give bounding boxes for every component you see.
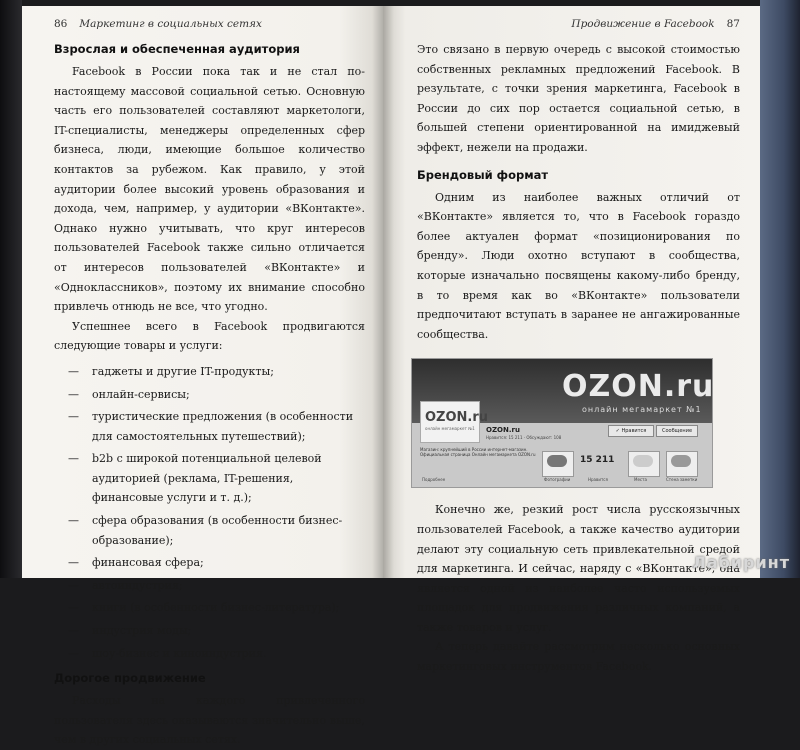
products-list bbox=[54, 362, 365, 663]
book-right-edge bbox=[760, 0, 800, 578]
figure-banner-tagline: онлайн мегамаркет №1 bbox=[582, 405, 702, 415]
book-left-edge bbox=[0, 0, 22, 578]
list-item: — b2b с широкой потенциальной целевой аудиторией (реклама, IT-решения, финансовые услуги и т. д.); bbox=[68, 452, 322, 505]
figure-notes-tile bbox=[666, 451, 698, 477]
figure-page-meta: Нравится: 15 211 · Обсуждают: 108 bbox=[486, 435, 562, 441]
list-item: — шоу-бизнес и киноиндустрия. bbox=[68, 646, 267, 660]
left-paragraph-3: Расходы на каждого привлеченного пользователя здесь оказываются значительно выше, чем в других социальных сетях. bbox=[54, 694, 365, 747]
figure-caption: Стена заметки bbox=[666, 477, 698, 483]
figure-caption: Фотографии bbox=[544, 477, 571, 483]
right-paragraph-1: Это связано в первую очередь с высокой стоимостью собственных рекламных предложений Facebook. В результате, с точки зрения маркетинга, Facebook в России до сих пор остается социальной сетью, в большей степени ориентированной на имиджевый эффект, нежели на продажи. bbox=[417, 43, 740, 154]
figure-caption: Подробнее bbox=[422, 477, 446, 483]
right-page-number: 87 bbox=[726, 18, 740, 30]
figure-description: Магазин: крупнейший в России интернет-магазин. Официальная страница Онлайн мегамаркета OZON.ru bbox=[420, 447, 536, 458]
left-paragraph-2: Успешнее всего в Facebook продвигаются следующие товары и услуги: bbox=[54, 319, 365, 353]
left-running-title: Маркетинг в социальных сетях bbox=[79, 18, 262, 30]
section-heading-brand-format: Брендовый формат bbox=[417, 167, 549, 182]
figure-message-button: Сообщение bbox=[656, 425, 698, 437]
right-paragraph-2: Одним из наиболее важных отличий от «ВКонтакте» является то, что в Facebook гораздо более актуален формат «позиционирования по бренду». Люди охотно вступают в сообщества, которые изначально посвящены какому-либо бренду, в то время как во «ВКонтакте» пользователи предпочитают вступать в заранее не ангажированные сообщества. bbox=[417, 190, 740, 341]
figure-like-button: ✓ Нравится bbox=[608, 425, 654, 437]
figure-map-tile bbox=[628, 451, 660, 477]
labirint-watermark: Лабиринт bbox=[692, 553, 790, 572]
right-running-title: Продвижение в Facebook bbox=[571, 18, 715, 30]
figure-likes-count: 15 211 bbox=[580, 455, 615, 466]
figure-caption: Нравится bbox=[588, 477, 608, 483]
list-item: — онлайн-сервисы; bbox=[68, 387, 190, 401]
ozon-facebook-screenshot bbox=[411, 358, 713, 488]
section-heading-expensive-promotion: Дорогое продвижение bbox=[54, 671, 206, 686]
list-item: — финансовая сфера; bbox=[68, 556, 204, 570]
figure-banner-brand: OZON.ru bbox=[562, 369, 715, 405]
left-page-number: 86 bbox=[54, 18, 68, 30]
list-item: — автоиндустрия; bbox=[68, 578, 183, 592]
list-item: — туристические предложения (в особенности для самостоятельных путешествий); bbox=[68, 410, 354, 443]
right-running-head bbox=[417, 18, 740, 34]
right-paragraph-4: А теперь давайте рассмотрим несколько основных маркетинговых инструментов Facebook. bbox=[417, 640, 740, 674]
figure-caption: Места bbox=[634, 477, 647, 483]
section-heading-adult-audience: Взрослая и обеспеченная аудитория bbox=[54, 42, 300, 56]
list-item: — сфера образования (в особенности бизнес-образование); bbox=[68, 514, 343, 547]
right-page bbox=[383, 6, 760, 674]
left-running-head bbox=[54, 18, 365, 34]
figure-profile-logo: OZON.ru bbox=[425, 410, 489, 426]
figure-profile-picture bbox=[420, 401, 489, 443]
right-paragraph-3: Конечно же, резкий рост числа русскоязычных пользователей Facebook, а также качество аудитории делают эту социальную сеть привлекательной средой для маркетинга. И сейчас, наряду с «ВКонтакте», она является одной из наиболее часто используемых площадок для продвижения различных компаний, а также товаров и услуг. bbox=[417, 503, 740, 634]
list-item: — книги (в особенности бизнес-литература); bbox=[68, 601, 340, 615]
left-paragraph-1: Facebook в России пока так и не стал по-настоящему массовой социальной сетью. Основную часть его пользователей составляют маркетологи, IT-специалисты, менеджеры определенных сфер бизнеса, люди, имеющие большое количество контактов за рубежом. Как правило, у этой аудитории более высокий уровень образования и дохода, чем, например, у аудитории «ВКонтакте». Однако нужно учитывать, что круг интересов пользователей Facebook также сильно отличается от интересов пользователей «ВКонтакте» и «Одноклассников», поэтому их внимание способно привлечь отнюдь не все, что угодно. bbox=[54, 65, 365, 314]
list-item: — гаджеты и другие IT-продукты; bbox=[68, 364, 274, 378]
figure-profile-logo-sub: онлайн мегамаркет №1 bbox=[425, 426, 475, 432]
list-item: — индустрия моды; bbox=[68, 624, 192, 638]
figure-photo-tile bbox=[542, 451, 574, 477]
left-page bbox=[22, 6, 383, 747]
figure-page-name: OZON.ru bbox=[486, 426, 520, 435]
